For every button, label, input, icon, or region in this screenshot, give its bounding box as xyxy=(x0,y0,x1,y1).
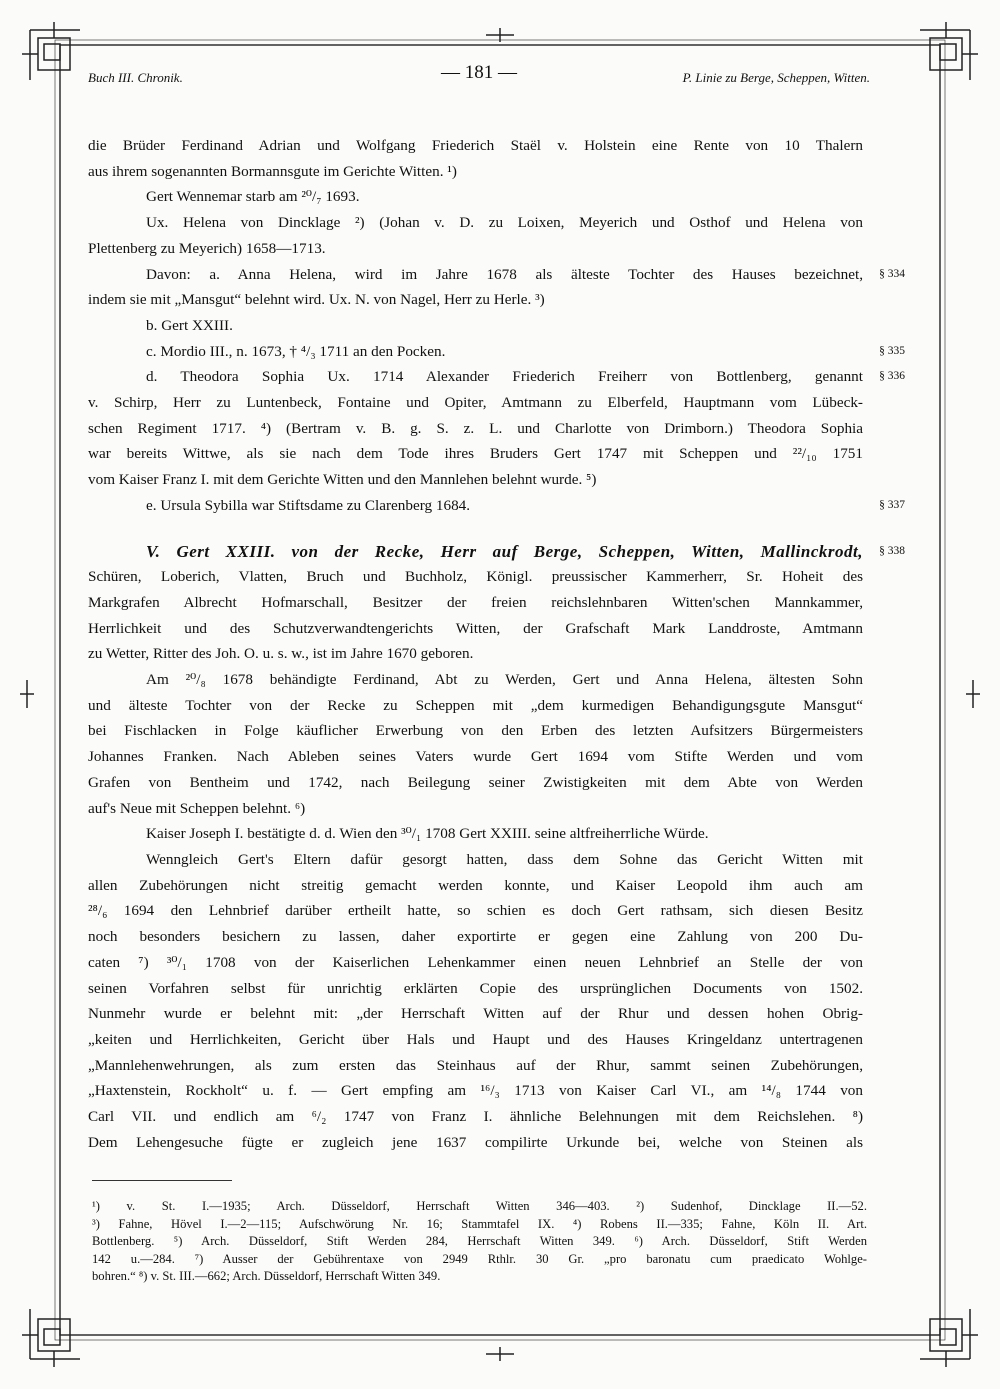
text-line: Grafen von Bentheim und 1742, nach Beilegung seiner Zwistigkeiten mit dem Abte von Werden xyxy=(88,773,863,791)
section-mark-336: § 336 xyxy=(879,370,905,383)
text-line: ²⁸/₆ 1694 den Lehnbrief darüber ertheilt hatte, so schien es doch Gert rathsam, sich diesen Besitz xyxy=(88,902,863,920)
header-left: Buch III. Chronik. xyxy=(88,70,183,85)
section-mark-334: § 334 xyxy=(879,267,905,280)
text-line: Carl VII. und endlich am ⁶/₂ 1747 von Franz I. ähnliche Belehnungen mit dem Reichslehen. ⁸) xyxy=(88,1108,863,1126)
footnote-line: Bottlenberg. ⁵) Arch. Düsseldorf, Stift Werden 284, Herrschaft Witten 349. ⁶) Arch. Düsseldorf, Stift Werden xyxy=(92,1234,867,1248)
text-line: aus ihrem sogenannten Bormannsgute im Gerichte Witten. ¹) xyxy=(88,162,457,180)
page-number: — 181 — xyxy=(441,62,517,83)
text-line: die Brüder Ferdinand Adrian und Wolfgang Friederich Staël v. Holstein eine Rente von 10 Thalern xyxy=(88,137,863,154)
text-line: Schüren, Loberich, Vlatten, Bruch und Buchholz, Königl. preussischer Kammerherr, Sr. Hoheit des xyxy=(88,568,863,586)
text-line: Ux. Helena von Dincklage ²) (Johan v. D. zu Loixen, Meyerich und Osthof und Helena von xyxy=(146,214,863,232)
footnotes xyxy=(92,1198,867,1286)
text-line: Herrlichkeit und des Schutzverwandtengerichts Witten, der Grafschaft Mark Landdroste, Amtmann xyxy=(88,619,863,637)
footnote-line: ³) Fahne, Hövel I.—2—115; Aufschwörung Nr. 16; Stammtafel IX. ⁴) Robens II.—335; Fahne, Köln II. Art. xyxy=(92,1216,867,1231)
section-heading: V. Gert XXIII. von der Recke, Herr auf Berge, Scheppen, Witten, Mallinckrodt, xyxy=(146,541,863,561)
footnote-rule xyxy=(92,1180,232,1181)
text-line: bei Fischlacken in Folge käuflicher Erwerbung von den Erben des letzten Aufsitzers Bürgermeisters xyxy=(88,722,863,740)
footnote-line: 142 u.—284. ⁷) Ausser der Gebührentaxe von 2949 Rthlr. 30 Gr. „pro baronatu cum praedicato Wohlge- xyxy=(92,1251,867,1266)
text-line: c. Mordio III., n. 1673, † ⁴/₃ 1711 an den Pocken. xyxy=(146,342,446,360)
section-mark-337: § 337 xyxy=(879,498,905,511)
text-line: Johannes Franken. Nach Ableben seines Vaters wurde Gert 1694 vom Stifte Werden und vom xyxy=(88,748,863,766)
text-line: war bereits Wittwe, als sie nach dem Tode ihres Bruders Gert 1747 mit Scheppen und ²²/₁₀ 1751 xyxy=(88,445,863,463)
text-line: v. Schirp, Herr zu Luntenbeck, Fontaine und Opiter, Amtmann zu Elberfeld, Hauptmann vom Lübeck- xyxy=(88,394,863,412)
text-line: d. Theodora Sophia Ux. 1714 Alexander Friederich Freiherr von Bottlenberg, genannt xyxy=(146,368,863,386)
text-line: vom Kaiser Franz I. mit dem Gerichte Witten und den Mannlehen belehnt wurde. ⁵) xyxy=(88,471,597,489)
text-line: Gert Wennemar starb am ²⁰/₇ 1693. xyxy=(146,188,360,206)
text-line: caten ⁷) ³⁰/₁ 1708 von der Kaiserlichen Lehenkammer einen neuen Lehnbrief an Stelle der von xyxy=(88,953,863,971)
text-line: seinen Vorfahren selbst für unrichtig erklärten Copie des ursprünglichen Documents von 1502. xyxy=(88,979,863,997)
text-line: Dem Lehengesuche fügte er zugleich jene 1637 compilirte Urkunde bei, welche von Steinen als xyxy=(88,1133,863,1151)
section-mark-338: § 338 xyxy=(879,544,905,557)
header-right: P. Linie zu Berge, Scheppen, Witten. xyxy=(682,70,870,85)
text-line: noch besonders besichern zu lassen, daher exportirte er gegen eine Zahlung von 200 Du- xyxy=(88,928,863,946)
text-line: Wenngleich Gert's Eltern dafür gesorgt hatten, dass dem Sohne das Gericht Witten mit xyxy=(146,850,863,868)
text-line: e. Ursula Sybilla war Stiftsdame zu Clarenberg 1684. xyxy=(146,496,471,514)
text-line: schen Regiment 1717. ⁴) (Bertram v. B. g. S. z. L. und Charlotte von Drimborn.) Theodora Sophia xyxy=(88,419,863,437)
text-line: Nunmehr wurde er belehnt mit: „der Herrschaft Witten auf der Rhur und dessen hohen Obrig- xyxy=(88,1005,863,1023)
text-line: b. Gert XXIII. xyxy=(146,316,233,334)
text-line: „Mannlehenwehrungen, als zum ersten das Steinhaus auf der Rhur, sammt seinen Zubehörungen, xyxy=(88,1056,863,1074)
running-header xyxy=(88,62,870,92)
text-line: Kaiser Joseph I. bestätigte d. d. Wien den ³⁰/₁ 1708 Gert XXIII. seine altfreiherrliche Würde. xyxy=(146,825,709,843)
text-line: indem sie mit „Mansgut“ belehnt wird. Ux. N. von Nagel, Herr zu Herle. ³) xyxy=(88,291,545,309)
text-line: Am ²⁰/₈ 1678 behändigte Ferdinand, Abt zu Werden, Gert und Anna Helena, ältesten Sohn xyxy=(146,671,863,689)
text-line: Markgrafen Albrecht Hofmarschall, Besitzer der freien reichslehnbaren Witten'schen Mannkammer, xyxy=(88,593,863,611)
text-line: „keiten und Herrlichkeiten, Gericht über Hals und Haupt und des Hauses Kringeldanz untertragenen xyxy=(88,1030,863,1048)
section-mark-335: § 335 xyxy=(879,344,905,357)
text-line: Plettenberg zu Meyerich) 1658—1713. xyxy=(88,239,326,257)
text-line: auf's Neue mit Scheppen belehnt. ⁶) xyxy=(88,799,306,817)
text-line: allen Zubehörungen nicht streitig gemacht werden konnte, und Kaiser Leopold ihm auch am xyxy=(88,876,863,894)
text-line: zu Wetter, Ritter des Joh. O. u. s. w., ist im Jahre 1670 geboren. xyxy=(88,645,474,663)
footnote-line: ¹) v. St. I.—1935; Arch. Düsseldorf, Herrschaft Witten 346—403. ²) Sudenhof, Dincklage II.—52. xyxy=(92,1199,867,1213)
text-line: und älteste Tochter von der Recke zu Scheppen mit „dem kurmedigen Behandigungsgute Mansgut“ xyxy=(88,696,863,714)
footnote-line: bohren.“ ⁸) v. St. III.—662; Arch. Düsseldorf, Herrschaft Witten 349. xyxy=(92,1269,441,1283)
text-line: Davon: a. Anna Helena, wird im Jahre 1678 als älteste Tochter des Hauses bezeichnet, xyxy=(146,265,863,283)
main-text xyxy=(88,133,905,1155)
text-line: „Haxtenstein, Rockholt“ u. f. — Gert empfing am ¹⁶/₃ 1713 von Kaiser Carl VI., am ¹⁴/₈ 1744 von xyxy=(88,1082,863,1100)
